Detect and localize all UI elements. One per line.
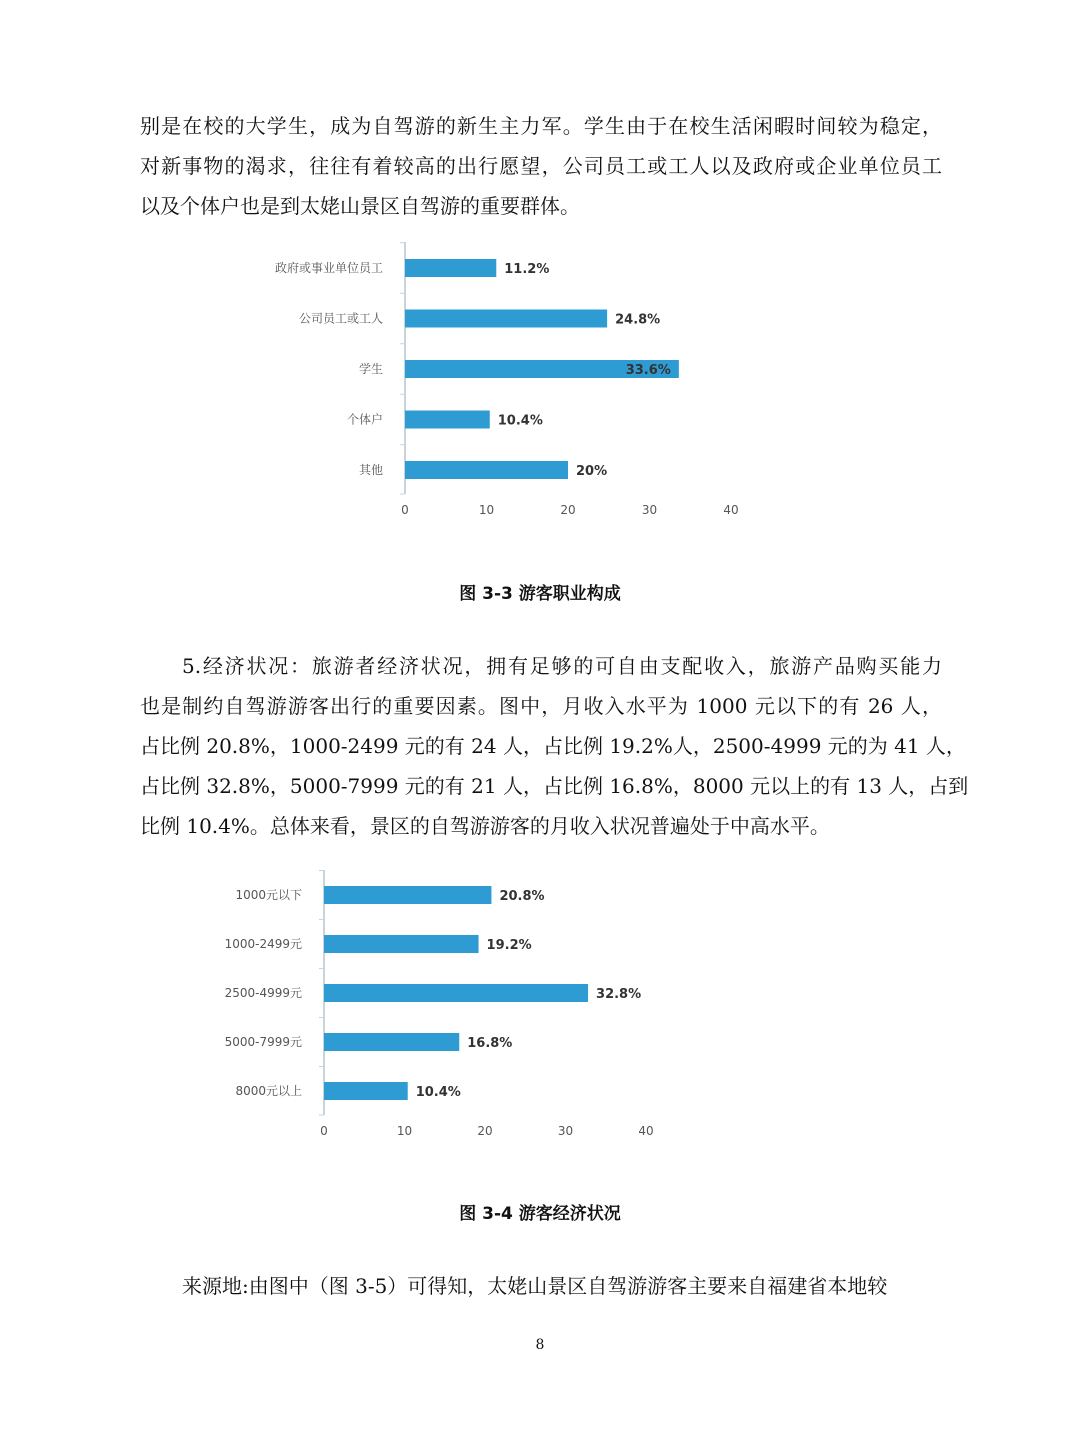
category-label: 公司员工或工人: [298, 311, 383, 326]
category-label: 个体户: [346, 412, 383, 427]
bar: [324, 1082, 408, 1100]
data-label: 24.8%: [615, 312, 661, 328]
category-label: 政府或事业单位员工: [274, 261, 383, 275]
text-line: 占比例 32.8%，5000-7999 元的有 21 人，占比例 16.8%，8000 元以上的有 13 人，占到: [140, 774, 969, 798]
paragraph-economic-status: [140, 646, 969, 846]
text-line: 对新事物的渴求，往往有着较高的出行愿望，公司员工或工人以及政府或企业单位员工: [140, 154, 942, 178]
data-label: 10.4%: [497, 413, 543, 429]
x-tick-label: 30: [557, 1124, 574, 1138]
text-line: 5.经济状况：旅游者经济状况，拥有足够的可自由支配收入，旅游产品购买能力: [182, 654, 942, 678]
bar: [324, 1033, 459, 1051]
x-tick-label: 20: [477, 1124, 493, 1138]
data-label: 20%: [576, 464, 608, 479]
x-tick-label: 0: [401, 503, 409, 517]
paragraph-origin: [140, 1266, 942, 1306]
category-label: 2500-4999元: [224, 986, 302, 1000]
occupation-bar-chart: [0, 230, 1080, 530]
bar: [324, 984, 588, 1002]
data-label: 19.2%: [486, 938, 532, 953]
x-tick-label: 40: [723, 503, 739, 517]
data-label: 16.8%: [467, 1036, 513, 1051]
x-tick-label: 10: [396, 1124, 413, 1138]
text-line: 比例 10.4%。总体来看，景区的自驾游游客的月收入状况普遍处于中高水平。: [140, 814, 830, 838]
text-line: 以及个体户也是到太姥山景区自驾游的重要群体。: [140, 194, 580, 218]
bar: [405, 310, 607, 328]
category-label: 8000元以上: [235, 1084, 302, 1098]
x-tick-label: 0: [320, 1124, 328, 1138]
data-label: 32.8%: [596, 987, 642, 1002]
figure-caption-3-3: 图 3-3 游客职业构成: [459, 584, 621, 604]
data-label: 11.2%: [504, 262, 550, 277]
x-tick-label: 20: [560, 503, 576, 517]
bar: [405, 259, 496, 277]
category-label: 1000元以下: [235, 888, 302, 902]
figure-caption-3-4: 图 3-4 游客经济状况: [459, 1204, 621, 1224]
category-label: 学生: [358, 362, 383, 376]
text-line: 别是在校的大学生，成为自驾游的新生主力军。学生由于在校生活闲暇时间较为稳定，: [140, 114, 942, 138]
category-label: 1000-2499元: [224, 937, 302, 951]
x-tick-label: 10: [478, 503, 495, 517]
x-tick-label: 40: [638, 1124, 654, 1138]
category-label: 5000-7999元: [224, 1035, 302, 1049]
data-label: 20.8%: [499, 889, 545, 904]
income-bar-chart: [0, 860, 1080, 1150]
bar: [324, 935, 479, 953]
text-line: 占比例 20.8%，1000-2499 元的有 24 人，占比例 19.2%人，2500-4999 元的为 41 人，: [140, 734, 966, 758]
data-label: 33.6%: [625, 363, 671, 378]
text-line: 也是制约自驾游游客出行的重要因素。图中，月收入水平为 1000 元以下的有 26 人，: [140, 694, 942, 718]
bar: [405, 411, 490, 429]
x-tick-label: 30: [641, 503, 658, 517]
page-number: 8: [535, 1337, 545, 1353]
category-label: 其他: [358, 463, 383, 477]
data-label: 10.4%: [415, 1085, 461, 1100]
text-line: 来源地:由图中（图 3-5）可得知，太姥山景区自驾游游客主要来自福建省本地较: [182, 1274, 888, 1298]
bar: [324, 886, 491, 904]
paragraph-occupation: [140, 106, 942, 226]
bar: [405, 461, 568, 479]
